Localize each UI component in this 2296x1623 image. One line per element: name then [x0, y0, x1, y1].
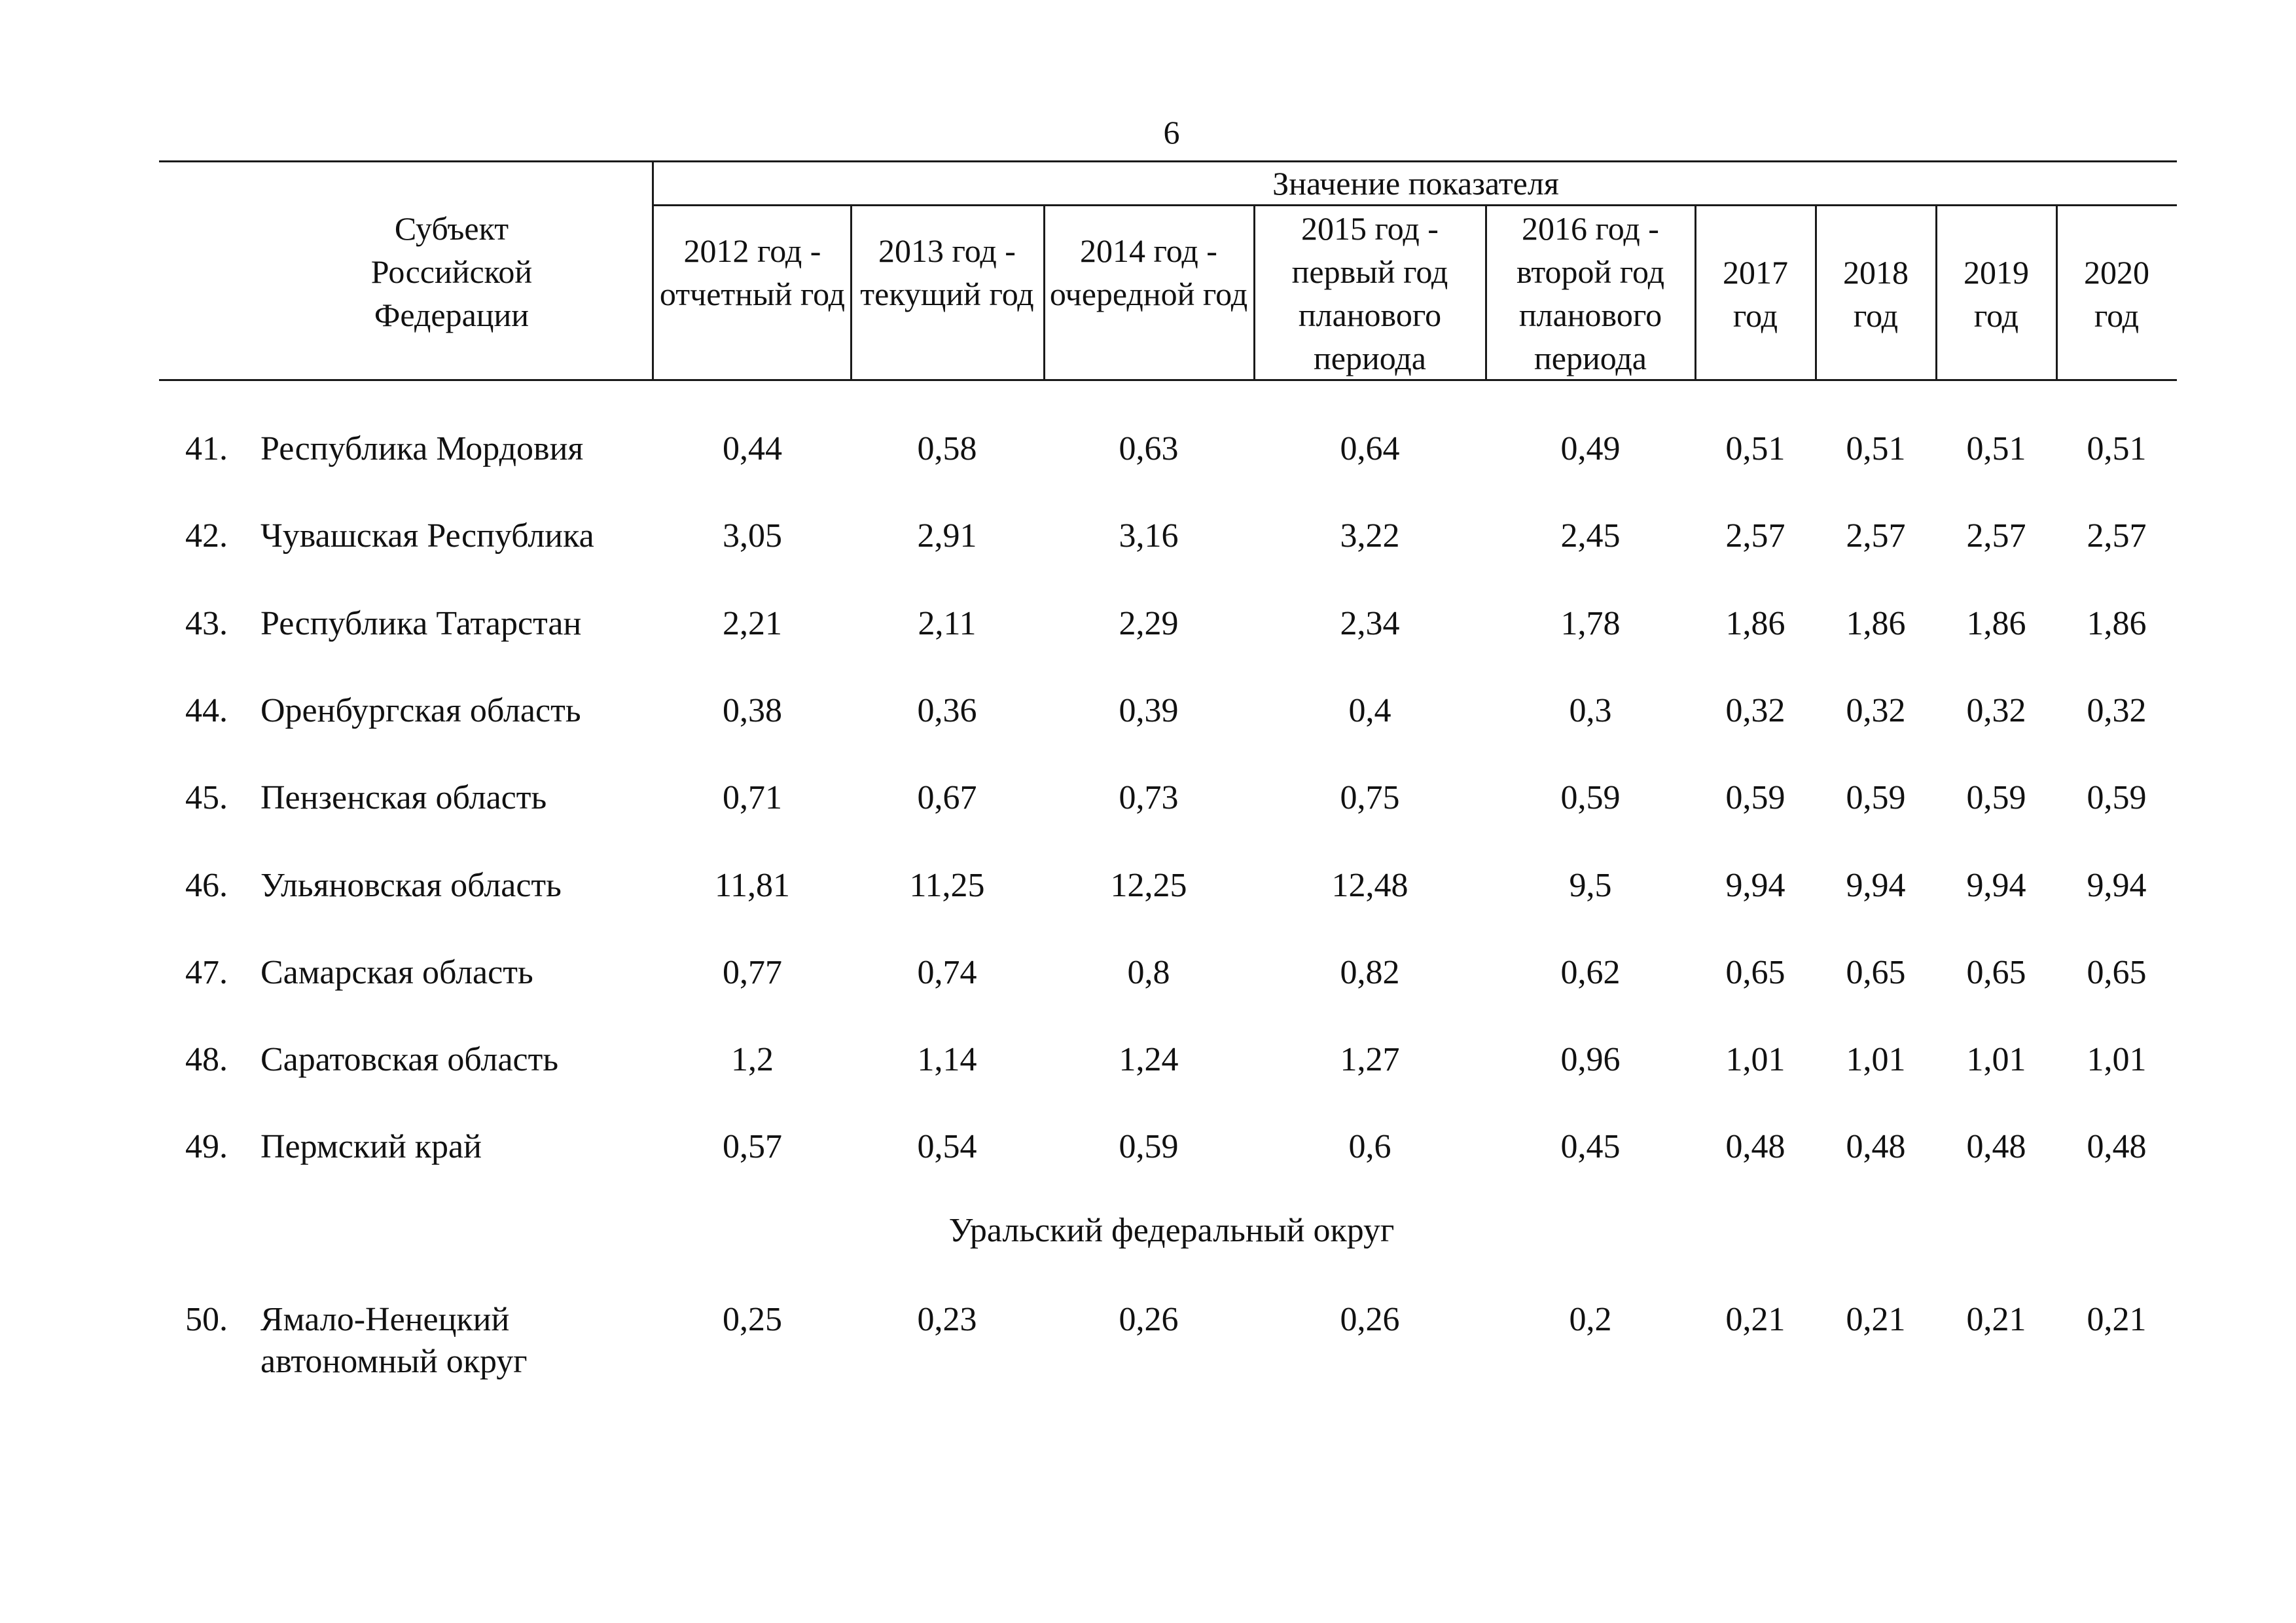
- row-name-line: автономный округ: [260, 1343, 528, 1380]
- header-divider: [1253, 204, 1255, 380]
- value-cell: 0,59: [1725, 779, 1785, 816]
- row-name: Пермский край: [260, 1128, 482, 1165]
- value-cell: 0,62: [1560, 954, 1621, 991]
- value-cell: 2,91: [917, 517, 977, 555]
- row-name: Пензенская область: [260, 779, 547, 816]
- value-cell: 0,48: [1966, 1128, 2026, 1165]
- value-cell: 11,81: [714, 867, 791, 904]
- value-cell: 0,59: [1846, 779, 1906, 816]
- value-cell: 0,65: [1846, 954, 1906, 991]
- section-title: Уральский федеральный округ: [948, 1212, 1395, 1249]
- year-header-2020: 2020 год: [2084, 254, 2149, 334]
- value-cell: 2,29: [1119, 605, 1179, 642]
- value-cell: 0,23: [917, 1301, 977, 1338]
- value-cell: 0,64: [1340, 430, 1400, 467]
- value-cell: 0,51: [1966, 430, 2026, 467]
- header-divider: [2056, 204, 2058, 380]
- value-cell: 0,48: [1725, 1128, 1785, 1165]
- value-cell: 0,82: [1340, 954, 1400, 991]
- row-number: 50.: [185, 1301, 228, 1338]
- value-cell: 0,51: [2087, 430, 2147, 467]
- value-cell: 1,14: [917, 1041, 977, 1078]
- value-cell: 0,59: [1560, 779, 1621, 816]
- value-cell: 0,21: [1725, 1301, 1785, 1338]
- header-bottom-rule: [159, 379, 2177, 381]
- value-cell: 0,49: [1560, 430, 1621, 467]
- value-cell: 0,54: [917, 1128, 977, 1165]
- value-cell: 0,21: [1846, 1301, 1906, 1338]
- row-name: Оренбургская область: [260, 692, 581, 729]
- row-name: Республика Мордовия: [260, 430, 584, 467]
- row-number: 48.: [185, 1041, 228, 1078]
- value-cell: 2,57: [1966, 517, 2026, 555]
- value-cell: 0,36: [917, 692, 977, 729]
- value-cell: 2,21: [723, 605, 782, 642]
- year-header-2018: 2018 год: [1843, 254, 1909, 334]
- value-cell: 1,01: [1725, 1041, 1785, 1078]
- value-cell: 0,77: [723, 954, 782, 991]
- value-cell: 3,16: [1119, 517, 1179, 555]
- value-cell: 2,11: [918, 605, 977, 642]
- value-cell: 0,45: [1560, 1128, 1621, 1165]
- value-cell: 0,25: [723, 1301, 782, 1338]
- value-cell: 0,32: [2087, 692, 2147, 729]
- value-cell: 0,63: [1119, 430, 1179, 467]
- value-cell: 0,57: [723, 1128, 782, 1165]
- value-cell: 1,2: [731, 1041, 774, 1078]
- value-cell: 1,78: [1560, 605, 1621, 642]
- year-header-2013: 2013 год - текущий год: [860, 232, 1034, 312]
- value-cell: 0,75: [1340, 779, 1400, 816]
- value-cell: 3,05: [723, 517, 782, 555]
- value-cell: 1,01: [1966, 1041, 2026, 1078]
- value-cell: 0,65: [2087, 954, 2147, 991]
- row-name: Самарская область: [260, 954, 533, 991]
- header-divider: [1935, 204, 1937, 380]
- value-cell: 0,8: [1127, 954, 1170, 991]
- value-cell: 0,96: [1560, 1041, 1621, 1078]
- value-cell: 0,51: [1846, 430, 1906, 467]
- subject-column-header: Субъект Российской Федерации: [370, 210, 533, 333]
- value-cell: 1,86: [1846, 605, 1906, 642]
- value-cell: 0,59: [2087, 779, 2147, 816]
- value-cell: 0,59: [1119, 1128, 1179, 1165]
- value-cell: 0,58: [917, 430, 977, 467]
- value-cell: 0,71: [723, 779, 782, 816]
- header-divider: [652, 160, 654, 380]
- value-cell: 9,94: [2087, 867, 2147, 904]
- value-cell: 0,73: [1119, 779, 1179, 816]
- value-cell: 0,48: [2087, 1128, 2147, 1165]
- header-divider: [1695, 204, 1696, 380]
- value-cell: 1,01: [1846, 1041, 1906, 1078]
- value-cell: 9,94: [1725, 867, 1785, 904]
- row-number: 44.: [185, 692, 228, 729]
- row-name: Ульяновская область: [260, 867, 562, 904]
- row-number: 45.: [185, 779, 228, 816]
- row-number: 49.: [185, 1128, 228, 1165]
- value-cell: 0,65: [1725, 954, 1785, 991]
- value-cell: 0,32: [1725, 692, 1785, 729]
- row-name: Чувашская Республика: [260, 517, 594, 555]
- year-header-2016: 2016 год - второй год планового периода: [1516, 210, 1665, 376]
- value-cell: 0,2: [1569, 1301, 1612, 1338]
- value-cell: 3,22: [1340, 517, 1400, 555]
- value-cell: 1,86: [1966, 605, 2026, 642]
- value-cell: 11,25: [909, 867, 985, 904]
- header-sub-rule: [653, 204, 2177, 206]
- row-name: [260, 1299, 528, 1383]
- value-cell: 0,65: [1966, 954, 2026, 991]
- header-divider: [1815, 204, 1817, 380]
- value-cell: 12,25: [1110, 867, 1187, 904]
- value-cell: 0,59: [1966, 779, 2026, 816]
- year-header-2015: 2015 год - первый год планового периода: [1291, 210, 1448, 376]
- value-cell: 1,27: [1340, 1041, 1400, 1078]
- row-number: 46.: [185, 867, 228, 904]
- value-cell: 0,26: [1119, 1301, 1179, 1338]
- value-cell: 0,21: [1966, 1301, 2026, 1338]
- value-cell: 2,57: [2087, 517, 2147, 555]
- row-number: 43.: [185, 605, 228, 642]
- value-cell: 9,94: [1846, 867, 1906, 904]
- row-name-line: Ямало-Ненецкий: [260, 1301, 510, 1338]
- value-cell: 0,26: [1340, 1301, 1400, 1338]
- value-cell: 0,67: [917, 779, 977, 816]
- row-number: 47.: [185, 954, 228, 991]
- row-name: Республика Татарстан: [260, 605, 582, 642]
- value-cell: 9,94: [1966, 867, 2026, 904]
- year-header-2017: 2017 год: [1723, 254, 1788, 334]
- value-cell: 1,86: [2087, 605, 2147, 642]
- value-cell: 0,3: [1569, 692, 1612, 729]
- year-header-2019: 2019 год: [1964, 254, 2029, 334]
- value-cell: 12,48: [1331, 867, 1408, 904]
- value-cell: 0,39: [1119, 692, 1179, 729]
- value-cell: 1,01: [2087, 1041, 2147, 1078]
- value-cell: 0,4: [1348, 692, 1391, 729]
- value-cell: 0,51: [1725, 430, 1785, 467]
- value-cell: 2,45: [1560, 517, 1621, 555]
- value-cell: 1,24: [1119, 1041, 1179, 1078]
- value-cell: 0,32: [1966, 692, 2026, 729]
- page-number: 6: [1163, 114, 1180, 151]
- value-cell: 0,74: [917, 954, 977, 991]
- value-cell: 0,48: [1846, 1128, 1906, 1165]
- value-cell: 2,57: [1846, 517, 1906, 555]
- value-cell: 0,21: [2087, 1301, 2147, 1338]
- row-name: Саратовская область: [260, 1041, 559, 1078]
- value-cell: 9,5: [1569, 867, 1612, 904]
- row-number: 41.: [185, 430, 228, 467]
- year-header-2014: 2014 год - очередной год: [1049, 232, 1248, 312]
- indicator-value-header: Значение показателя: [1272, 165, 1559, 202]
- row-number: 42.: [185, 517, 228, 555]
- value-cell: 2,34: [1340, 605, 1400, 642]
- value-cell: 0,32: [1846, 692, 1906, 729]
- value-cell: 0,38: [723, 692, 782, 729]
- value-cell: 0,6: [1348, 1128, 1391, 1165]
- header-divider: [1485, 204, 1487, 380]
- value-cell: 0,44: [723, 430, 782, 467]
- year-header-2012: 2012 год - отчетный год: [659, 232, 846, 312]
- value-cell: 1,86: [1725, 605, 1785, 642]
- value-cell: 2,57: [1725, 517, 1785, 555]
